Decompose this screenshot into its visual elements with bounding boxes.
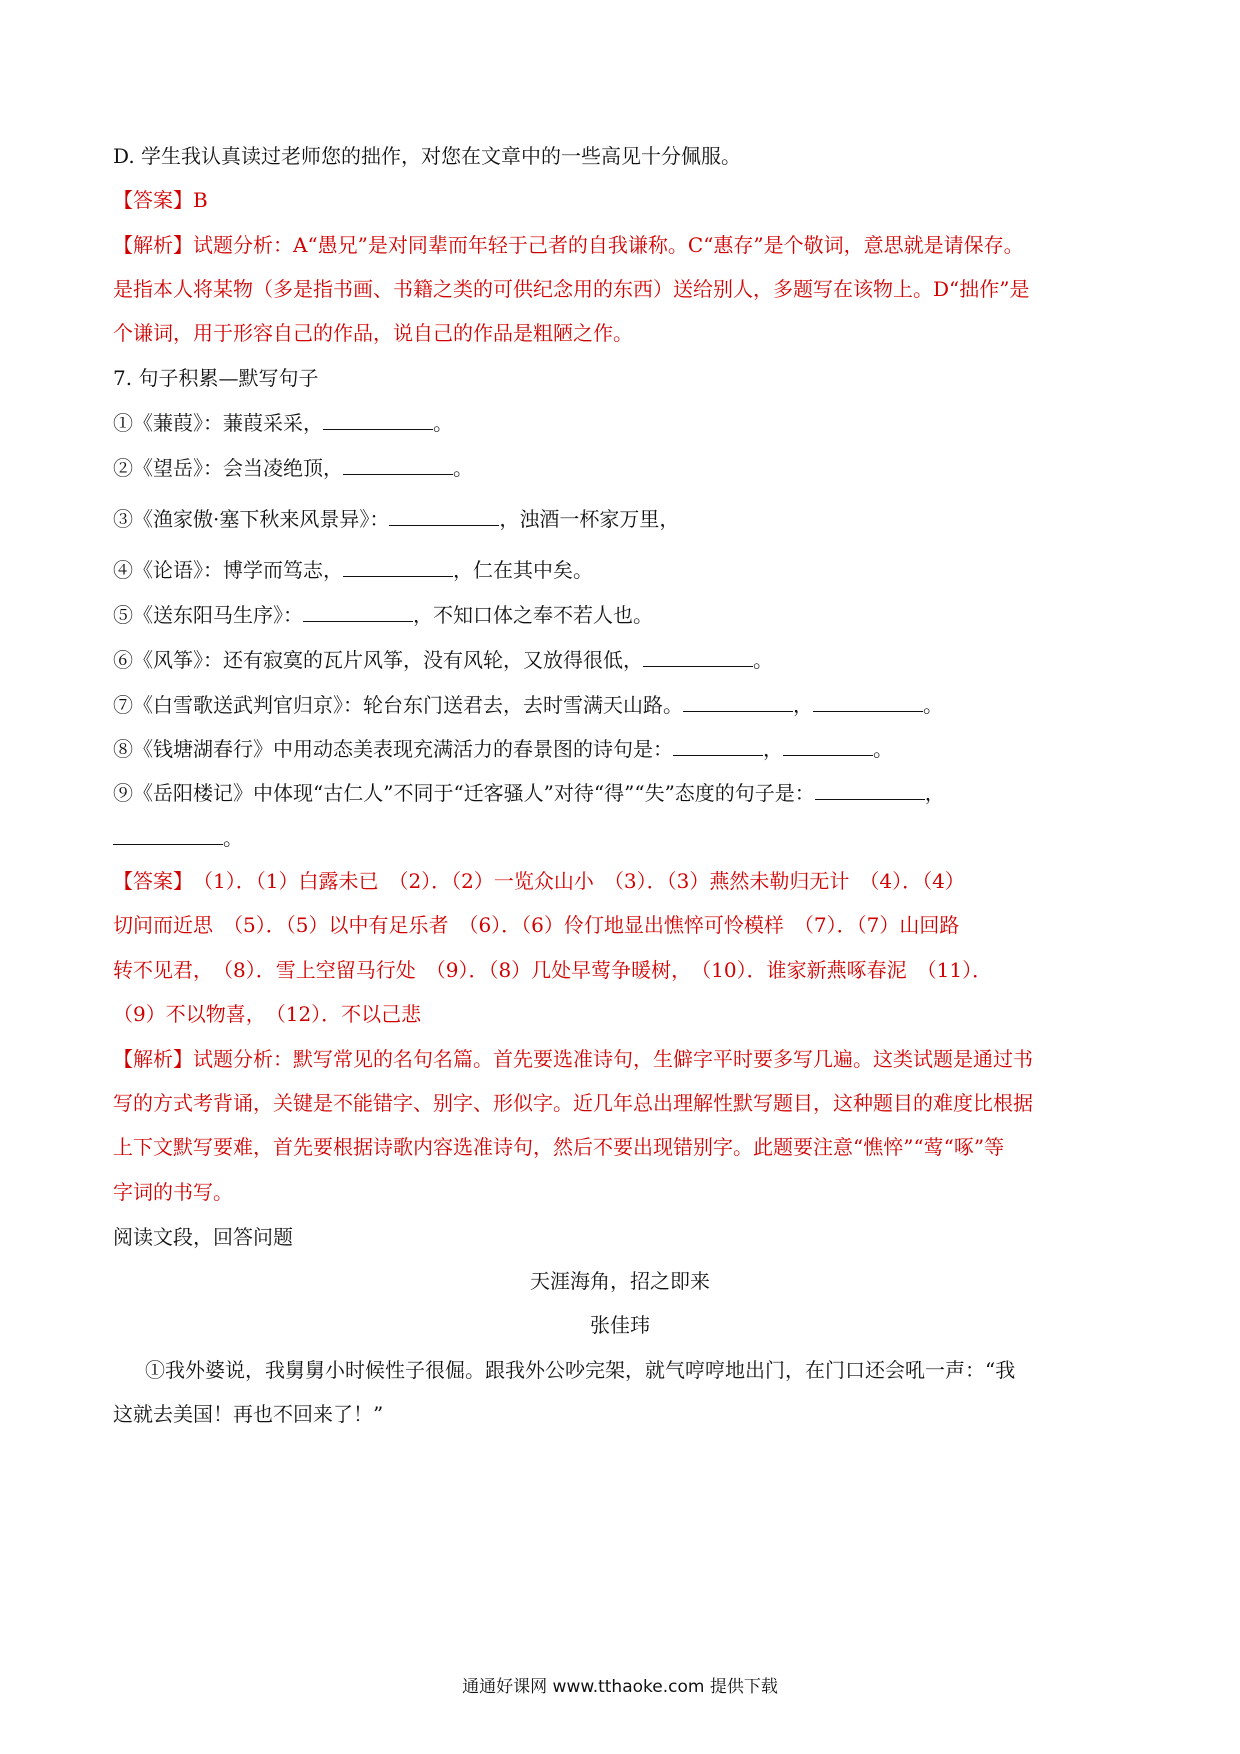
fill-item-text: 。 <box>453 456 473 480</box>
answer-blank[interactable] <box>783 737 873 756</box>
fill-item-6 <box>113 646 773 674</box>
answer-blank[interactable] <box>343 456 453 475</box>
answer-blank[interactable] <box>303 603 413 622</box>
fill-item-2 <box>113 454 473 482</box>
article-line: ①我外婆说，我舅舅小时候性子很倔。跟我外公吵完架，就气哼哼地出门，在门口还会吼一声：“我 <box>145 1358 1016 1382</box>
fill-item-text: ④《论语》：博学而笃志， <box>113 558 343 582</box>
analysis-1-line: 【解析】试题分析：A“愚兄”是对同辈而年轻于己者的自我谦称。C“惠存”是个敬词，意思就是请保存。 <box>113 233 1024 257</box>
fill-item-text: ⑦《白雪歌送武判官归京》：轮台东门送君去，去时雪满天山路。 <box>113 693 683 717</box>
answer-7-line: 切问而近思 （5）．（5）以中有足乐者 （6）．（6）伶仃地显出憔悴可怜模样 （7）．（7）山回路 <box>113 913 960 937</box>
fill-item-text: ⑤《送东阳马生序》： <box>113 603 303 627</box>
fill-item-text: 。 <box>433 411 453 435</box>
fill-item-text: ⑨《岳阳楼记》中体现“古仁人”不同于“迁客骚人”对待“得”“失”态度的句子是： <box>113 781 815 805</box>
answer-blank[interactable] <box>389 507 499 526</box>
fill-item-1 <box>113 409 453 437</box>
answer-blank[interactable] <box>813 693 923 712</box>
fill-item-text: ，仁在其中矣。 <box>453 558 593 582</box>
fill-item-text: 。 <box>223 826 243 850</box>
fill-item-text: 。 <box>873 737 893 761</box>
fill-item-4 <box>113 556 593 584</box>
fill-item-8 <box>113 735 893 763</box>
answer-7-line: 【答案】 （1）．（1）白露未已 （2）．（2）一览众山小 （3）．（3）燕然未勒归无计 （4）．（4） <box>113 869 965 893</box>
article-title: 天涯海角，招之即来 <box>530 1269 710 1293</box>
fill-item-text: ， <box>793 693 813 717</box>
answer-blank[interactable] <box>815 781 925 800</box>
answer-blank[interactable] <box>673 737 763 756</box>
page-footer: 通通好课网 www.tthaoke.com 提供下载 <box>462 1677 778 1697</box>
analysis-7-line: 【解析】试题分析：默写常见的名句名篇。首先要选准诗句，生僻字平时要多写几遍。这类试题是通过书 <box>113 1047 1033 1071</box>
fill-item-text: ①《蒹葭》：蒹葭采采， <box>113 411 323 435</box>
fill-item-5 <box>113 601 653 629</box>
answer-blank[interactable] <box>113 826 223 845</box>
fill-item-text: 。 <box>753 648 773 672</box>
reading-intro: 阅读文段，回答问题 <box>113 1225 293 1249</box>
fill-item-text: ②《望岳》：会当凌绝顶， <box>113 456 343 480</box>
fill-item-text: ，不知口体之奉不若人也。 <box>413 603 653 627</box>
fill-item-text: ③《渔家傲·塞下秋来风景异》： <box>113 507 390 531</box>
article-line: 这就去美国！再也不回来了！” <box>113 1402 384 1426</box>
fill-item-text: ，浊酒一杯家万里， <box>499 507 680 531</box>
fill-item-9 <box>113 779 945 807</box>
answer-7-line: （9）不以物喜， （12）．不以己悲 <box>113 1002 422 1026</box>
analysis-1-line: 个谦词，用于形容自己的作品，说自己的作品是粗陋之作。 <box>113 321 633 345</box>
answer-7-line: 转不见君， （8）．雪上空留马行处 （9）．（8）几处早莺争暖树， （10）．谁家新燕啄春泥 （11）． <box>113 958 993 982</box>
fill-item-9-cont <box>113 824 243 852</box>
analysis-7-line: 写的方式考背诵，关键是不能错字、别字、形似字。近几年总出理解性默写题目，这种题目的难度比根据 <box>113 1091 1033 1115</box>
analysis-7-line: 上下文默写要难，首先要根据诗歌内容选准诗句，然后不要出现错别字。此题要注意“憔悴”“莺“啄”等 <box>113 1135 1005 1159</box>
fill-item-text: ⑥《风筝》：还有寂寞的瓦片风筝，没有风轮，又放得很低， <box>113 648 643 672</box>
analysis-7-line: 字词的书写。 <box>113 1180 233 1204</box>
fill-item-text: ， <box>924 781 945 805</box>
answer-label-1: 【答案】B <box>113 188 208 212</box>
answer-blank[interactable] <box>683 693 793 712</box>
fill-item-text: 。 <box>923 693 943 717</box>
answer-blank[interactable] <box>323 411 433 430</box>
answer-blank[interactable] <box>643 648 753 667</box>
fill-item-7 <box>113 691 943 719</box>
fill-item-text: ⑧《钱塘湖春行》中用动态美表现充满活力的春景图的诗句是： <box>113 737 673 761</box>
fill-item-text: ， <box>763 737 783 761</box>
fill-item-3 <box>113 505 679 533</box>
question-7-title: 7. 句子积累—默写句子 <box>113 366 319 390</box>
option-d: D. 学生我认真读过老师您的拙作，对您在文章中的一些高见十分佩服。 <box>113 144 742 168</box>
answer-blank[interactable] <box>343 558 453 577</box>
analysis-1-line: 是指本人将某物（多是指书画、书籍之类的可供纪念用的东西）送给别人，多题写在该物上。D“拙作”是 <box>113 277 1030 301</box>
article-author: 张佳玮 <box>590 1313 650 1337</box>
